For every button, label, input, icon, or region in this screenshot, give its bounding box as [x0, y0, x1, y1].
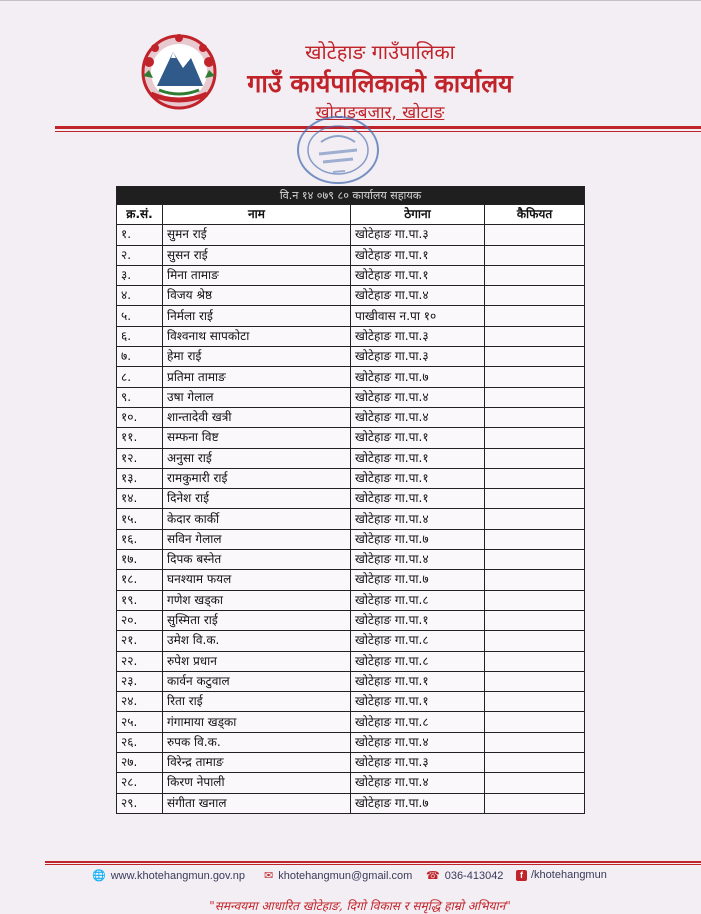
row-serial: २२.	[117, 651, 163, 671]
row-address: खोटेहाङ गा.पा.४	[351, 773, 485, 793]
table-row	[117, 428, 585, 448]
row-serial: १.	[117, 225, 163, 245]
row-remarks	[485, 225, 585, 245]
table-row	[117, 245, 585, 265]
row-serial: २.	[117, 245, 163, 265]
row-serial: २६.	[117, 732, 163, 752]
row-address: खोटेहाङ गा.पा.४	[351, 509, 485, 529]
row-name: सुमन राई	[163, 225, 351, 245]
row-remarks	[485, 286, 585, 306]
row-serial: २७.	[117, 753, 163, 773]
col-header-address: ठेगाना	[351, 205, 485, 225]
row-serial: १६.	[117, 529, 163, 549]
row-name: रामकुमारी राई	[163, 468, 351, 488]
row-name: उषा गेलाल	[163, 387, 351, 407]
row-remarks	[485, 407, 585, 427]
row-serial: ११.	[117, 428, 163, 448]
row-name: रुपक वि.क.	[163, 732, 351, 752]
table-row	[117, 489, 585, 509]
table-row	[117, 712, 585, 732]
table-row	[117, 347, 585, 367]
row-serial: ९.	[117, 387, 163, 407]
row-remarks	[485, 265, 585, 285]
table-row	[117, 570, 585, 590]
row-serial: १३.	[117, 468, 163, 488]
row-remarks	[485, 631, 585, 651]
row-remarks	[485, 590, 585, 610]
row-serial: २४.	[117, 692, 163, 712]
row-address: खोटेहाङ गा.पा.३	[351, 753, 485, 773]
row-address: खोटेहाङ गा.पा.८	[351, 631, 485, 651]
row-name: घनश्याम फयल	[163, 570, 351, 590]
table-row	[117, 448, 585, 468]
municipality-name: खोटेहाङ गाउँपालिका	[305, 40, 455, 64]
row-serial: ६.	[117, 326, 163, 346]
table-row	[117, 753, 585, 773]
table-row	[117, 326, 585, 346]
row-serial: २५.	[117, 712, 163, 732]
row-remarks	[485, 793, 585, 813]
row-address: खोटेहाङ गा.पा.१	[351, 610, 485, 630]
footer-website[interactable]: 🌐 www.khotehangmun.gov.np	[92, 870, 246, 882]
row-serial: १८.	[117, 570, 163, 590]
footer-contacts	[92, 869, 652, 887]
row-remarks	[485, 692, 585, 712]
envelope-icon: ✉	[264, 870, 274, 882]
facebook-icon: f	[516, 870, 527, 881]
table-body	[117, 225, 585, 814]
row-address: पाखीवास न.पा १०	[351, 306, 485, 326]
row-name: केदार कार्की	[163, 509, 351, 529]
row-name: कार्वन कटुवाल	[163, 671, 351, 691]
row-serial: ३.	[117, 265, 163, 285]
row-address: खोटेहाङ गा.पा.१	[351, 245, 485, 265]
footer-phone: ☎ 036-413042	[426, 870, 504, 882]
row-remarks	[485, 448, 585, 468]
row-name: विश्वनाथ सापकोटा	[163, 326, 351, 346]
row-name: दिनेश राई	[163, 489, 351, 509]
table-row	[117, 225, 585, 245]
row-serial: ४.	[117, 286, 163, 306]
table-row	[117, 590, 585, 610]
globe-icon: 🌐	[92, 870, 106, 882]
footer-slogan: "समन्वयमा आधारित खोटेहाङ, दिगो विकास र समृद्धि हाम्रो अभियान"	[209, 899, 511, 913]
row-address: खोटेहाङ गा.पा.३	[351, 347, 485, 367]
table-row	[117, 793, 585, 813]
row-remarks	[485, 347, 585, 367]
row-remarks	[485, 509, 585, 529]
row-address: खोटेहाङ गा.पा.७	[351, 367, 485, 387]
row-remarks	[485, 671, 585, 691]
office-title: गाउँ कार्यपालिकाको कार्यालय	[247, 69, 513, 98]
applicant-table	[116, 186, 585, 814]
table-row	[117, 610, 585, 630]
row-name: दिपक बस्नेत	[163, 550, 351, 570]
row-address: खोटेहाङ गा.पा.१	[351, 489, 485, 509]
row-serial: ७.	[117, 347, 163, 367]
footer-divider-thin	[45, 864, 701, 865]
row-address: खोटेहाङ गा.पा.१	[351, 448, 485, 468]
row-address: खोटेहाङ गा.पा.१	[351, 671, 485, 691]
row-serial: २९.	[117, 793, 163, 813]
row-address: खोटेहाङ गा.पा.७	[351, 529, 485, 549]
table-row	[117, 529, 585, 549]
row-name: सम्फना विष्ट	[163, 428, 351, 448]
row-name: सुसन राई	[163, 245, 351, 265]
row-remarks	[485, 773, 585, 793]
row-serial: १९.	[117, 590, 163, 610]
row-address: खोटेहाङ गा.पा.७	[351, 793, 485, 813]
row-name: संगीता खनाल	[163, 793, 351, 813]
table-row	[117, 265, 585, 285]
page-top-edge	[0, 0, 701, 1]
office-address: खोटाङबजार, खोटाङ	[315, 103, 445, 123]
row-name: गणेश खड्का	[163, 590, 351, 610]
row-name: प्रतिमा तामाङ	[163, 367, 351, 387]
col-header-serial: क्र.सं.	[117, 205, 163, 225]
row-name: निर्मला राई	[163, 306, 351, 326]
row-name: किरण नेपाली	[163, 773, 351, 793]
table-row	[117, 732, 585, 752]
row-address: खोटेहाङ गा.पा.३	[351, 225, 485, 245]
row-remarks	[485, 306, 585, 326]
table-row	[117, 367, 585, 387]
row-name: सविन गेलाल	[163, 529, 351, 549]
row-name: उमेश वि.क.	[163, 631, 351, 651]
table-row	[117, 468, 585, 488]
row-serial: १४.	[117, 489, 163, 509]
row-address: खोटेहाङ गा.पा.१	[351, 468, 485, 488]
row-address: खोटेहाङ गा.पा.३	[351, 326, 485, 346]
row-remarks	[485, 753, 585, 773]
row-remarks	[485, 529, 585, 549]
row-name: विरेन्द्र तामाङ	[163, 753, 351, 773]
table-row	[117, 671, 585, 691]
row-serial: ८.	[117, 367, 163, 387]
row-address: खोटेहाङ गा.पा.४	[351, 732, 485, 752]
row-serial: ५.	[117, 306, 163, 326]
col-header-name: नाम	[163, 205, 351, 225]
row-address: खोटेहाङ गा.पा.१	[351, 692, 485, 712]
row-remarks	[485, 610, 585, 630]
row-remarks	[485, 245, 585, 265]
row-address: खोटेहाङ गा.पा.१	[351, 265, 485, 285]
table-row	[117, 407, 585, 427]
footer-facebook[interactable]: f /khotehangmun	[516, 869, 607, 881]
row-name: गंगामाया खड्का	[163, 712, 351, 732]
row-address: खोटेहाङ गा.पा.४	[351, 387, 485, 407]
row-remarks	[485, 468, 585, 488]
table-row	[117, 550, 585, 570]
nepal-emblem-icon	[133, 30, 225, 112]
row-serial: १०.	[117, 407, 163, 427]
telephone-icon: ☎	[426, 870, 440, 882]
table-row	[117, 306, 585, 326]
row-remarks	[485, 550, 585, 570]
row-remarks	[485, 732, 585, 752]
table-row	[117, 773, 585, 793]
table-row	[117, 509, 585, 529]
row-address: खोटेहाङ गा.पा.८	[351, 651, 485, 671]
row-serial: २०.	[117, 610, 163, 630]
row-address: खोटेहाङ गा.पा.४	[351, 550, 485, 570]
col-header-remarks: कैफियत	[485, 205, 585, 225]
row-serial: १५.	[117, 509, 163, 529]
row-name: रिता राई	[163, 692, 351, 712]
row-remarks	[485, 489, 585, 509]
row-address: खोटेहाङ गा.पा.७	[351, 570, 485, 590]
footer-divider	[45, 861, 701, 863]
table-row	[117, 387, 585, 407]
row-serial: २८.	[117, 773, 163, 793]
row-name: मिना तामाङ	[163, 265, 351, 285]
row-remarks	[485, 570, 585, 590]
row-remarks	[485, 651, 585, 671]
table-row	[117, 631, 585, 651]
row-serial: १७.	[117, 550, 163, 570]
footer-email[interactable]: ✉ khotehangmun@gmail.com	[264, 870, 413, 882]
row-name: सुस्मिता राई	[163, 610, 351, 630]
row-name: अनुसा राई	[163, 448, 351, 468]
row-serial: १२.	[117, 448, 163, 468]
row-address: खोटेहाङ गा.पा.४	[351, 286, 485, 306]
table-row	[117, 692, 585, 712]
row-serial: २३.	[117, 671, 163, 691]
table-row	[117, 286, 585, 306]
row-name: शान्तादेवी खत्री	[163, 407, 351, 427]
row-remarks	[485, 367, 585, 387]
row-name: हेमा राई	[163, 347, 351, 367]
row-remarks	[485, 326, 585, 346]
row-address: खोटेहाङ गा.पा.१	[351, 428, 485, 448]
table-row	[117, 651, 585, 671]
row-remarks	[485, 712, 585, 732]
table-caption: वि.न १४ ०७९ ८० कार्यालय सहायक	[117, 187, 585, 205]
row-address: खोटेहाङ गा.पा.८	[351, 590, 485, 610]
row-remarks	[485, 428, 585, 448]
row-name: विजय श्रेष्ठ	[163, 286, 351, 306]
row-address: खोटेहाङ गा.पा.८	[351, 712, 485, 732]
row-serial: २१.	[117, 631, 163, 651]
office-stamp-icon	[293, 112, 383, 188]
row-name: रुपेश प्रधान	[163, 651, 351, 671]
row-address: खोटेहाङ गा.पा.४	[351, 407, 485, 427]
row-remarks	[485, 387, 585, 407]
